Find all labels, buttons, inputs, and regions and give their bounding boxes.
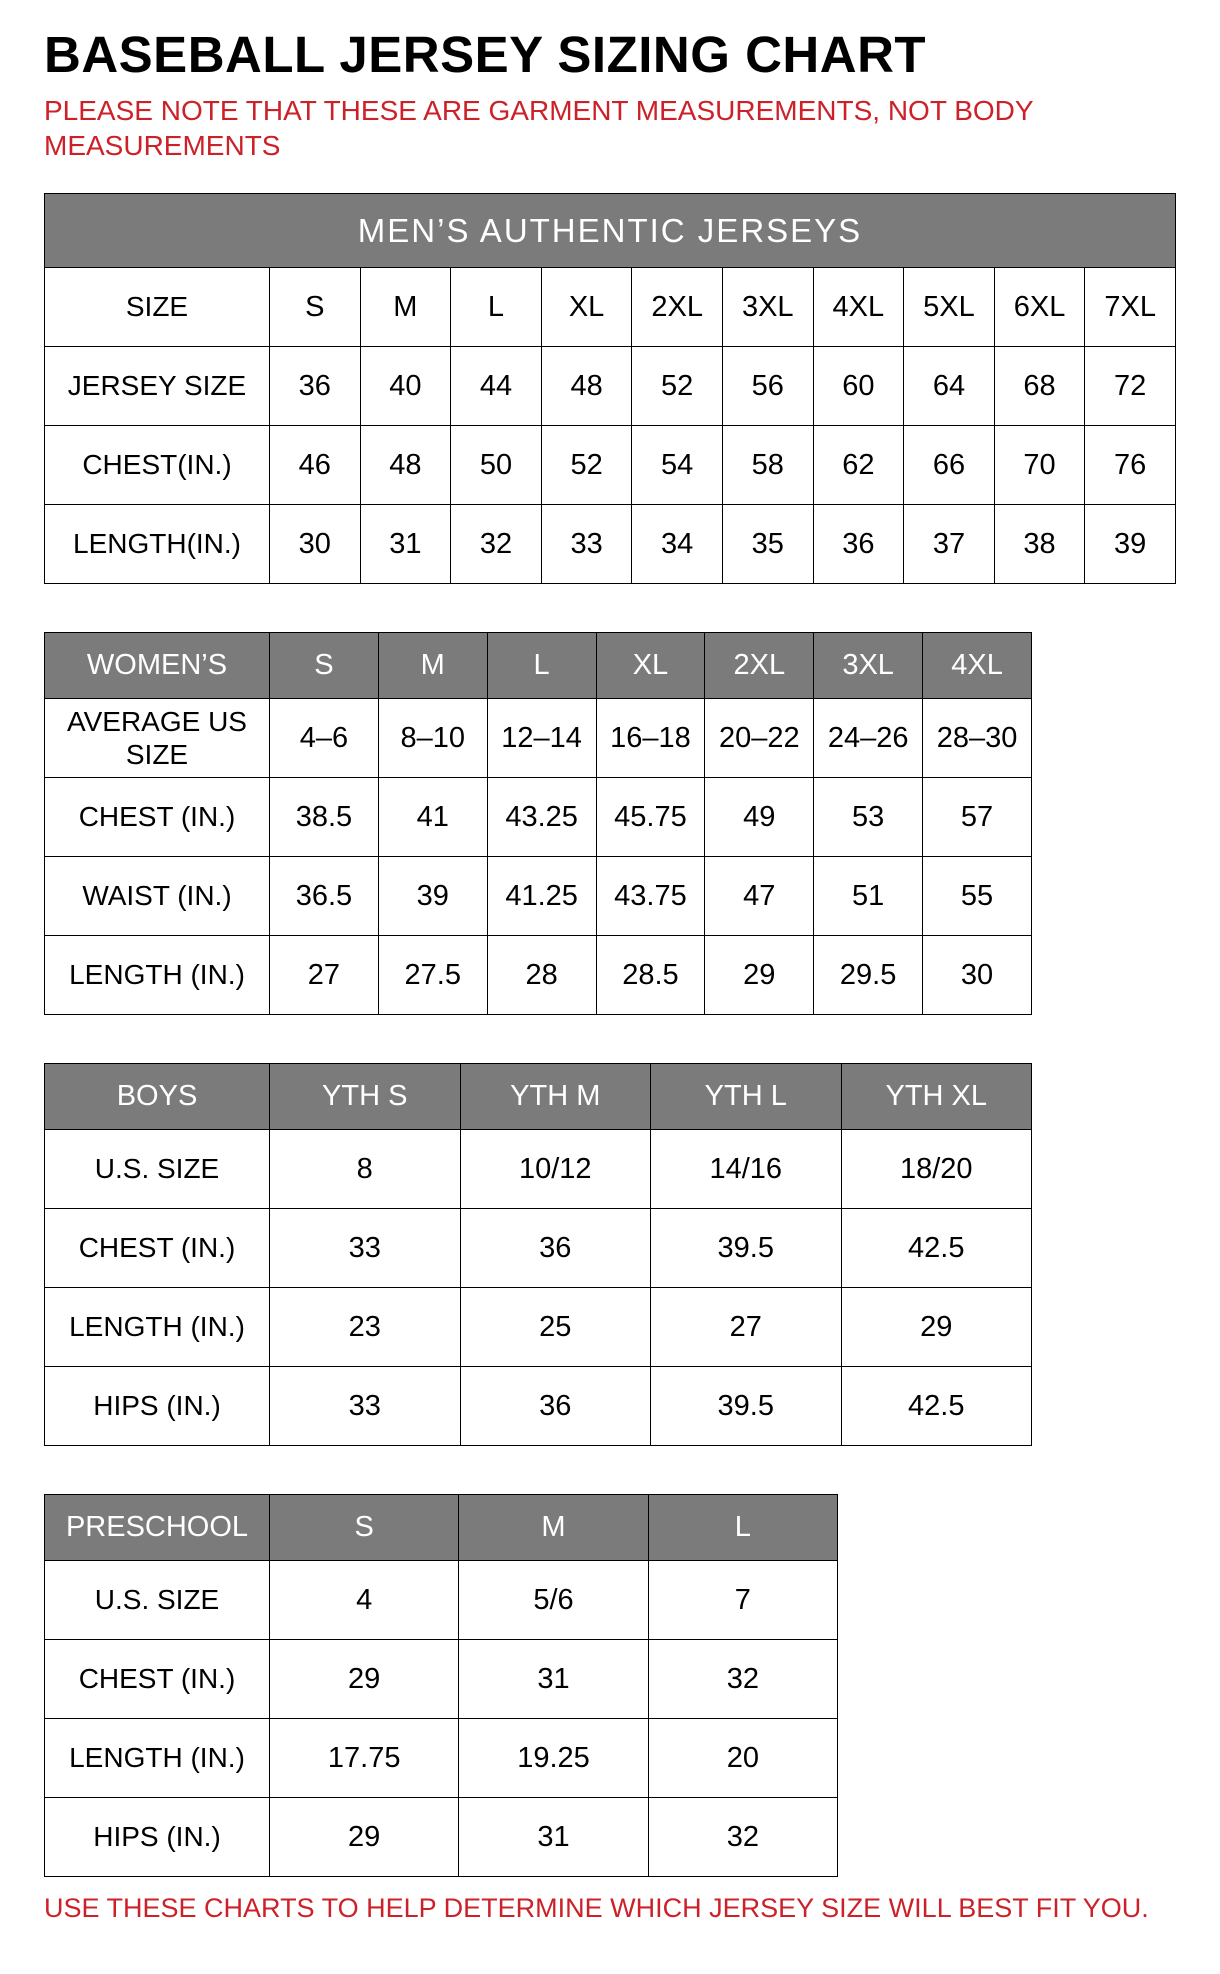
mens-table-row [45,347,1176,426]
garment-measurement-note: PLEASE NOTE THAT THESE ARE GARMENT MEASUREMENTS, NOT BODY MEASUREMENTS [44,95,1034,162]
mens-value-cell: 3XL [722,268,813,347]
page-title: BASEBALL JERSEY SIZING CHART [44,26,927,83]
boys-size-header: YTH XL [841,1064,1032,1130]
boys-size-header: YTH L [651,1064,842,1130]
womens-value-cell: 45.75 [596,778,705,857]
preschool-sizing-table [44,1494,838,1877]
mens-value-cell: S [270,268,361,347]
boys-value-cell: 42.5 [841,1209,1032,1288]
womens-size-header: 3XL [814,633,923,699]
boys-value-cell: 42.5 [841,1367,1032,1446]
mens-value-cell: 66 [904,426,995,505]
preschool-value-cell: 5/6 [459,1561,648,1640]
womens-value-cell: 28 [487,936,596,1015]
boys-value-cell: 39.5 [651,1209,842,1288]
mens-table-row [45,505,1176,584]
womens-table-row [45,857,1032,936]
mens-value-cell: 38 [994,505,1085,584]
womens-value-cell: 27 [270,936,379,1015]
mens-value-cell: 39 [1085,505,1176,584]
preschool-value-cell: 19.25 [459,1719,648,1798]
mens-value-cell: 50 [451,426,542,505]
boys-value-cell: 29 [841,1288,1032,1367]
boys-value-cell: 25 [460,1288,651,1367]
womens-row-label: LENGTH (IN.) [45,936,270,1015]
boys-table-row [45,1209,1032,1288]
boys-row-label: HIPS (IN.) [45,1367,270,1446]
preschool-row-label: LENGTH (IN.) [45,1719,270,1798]
womens-value-cell: 43.75 [596,857,705,936]
mens-value-cell: 37 [904,505,995,584]
boys-value-cell: 18/20 [841,1130,1032,1209]
preschool-value-cell: 31 [459,1640,648,1719]
womens-value-cell: 29 [705,936,814,1015]
mens-row-label: JERSEY SIZE [45,347,270,426]
mens-value-cell: 7XL [1085,268,1176,347]
womens-value-cell: 16–18 [596,699,705,778]
preschool-table-row [45,1719,838,1798]
mens-value-cell: 76 [1085,426,1176,505]
preschool-table-row [45,1561,838,1640]
mens-value-cell: 54 [632,426,723,505]
mens-value-cell: L [451,268,542,347]
preschool-table-row [45,1640,838,1719]
womens-size-header: M [378,633,487,699]
womens-value-cell: 51 [814,857,923,936]
mens-banner-title: MEN’S AUTHENTIC JERSEYS [45,194,1176,268]
womens-value-cell: 49 [705,778,814,857]
womens-value-cell: 39 [378,857,487,936]
mens-row-label: LENGTH(IN.) [45,505,270,584]
womens-value-cell: 28–30 [923,699,1032,778]
preschool-value-cell: 32 [648,1798,837,1877]
womens-table-row [45,778,1032,857]
womens-size-header: 2XL [705,633,814,699]
mens-value-cell: 70 [994,426,1085,505]
boys-value-cell: 33 [270,1209,461,1288]
mens-row-label: CHEST(IN.) [45,426,270,505]
preschool-value-cell: 32 [648,1640,837,1719]
womens-value-cell: 24–26 [814,699,923,778]
preschool-header-row [45,1495,838,1561]
boys-row-label: CHEST (IN.) [45,1209,270,1288]
preschool-value-cell: 29 [270,1798,459,1877]
preschool-value-cell: 20 [648,1719,837,1798]
preschool-header-label: PRESCHOOL [45,1495,270,1561]
womens-value-cell: 41.25 [487,857,596,936]
preschool-value-cell: 4 [270,1561,459,1640]
womens-value-cell: 41 [378,778,487,857]
boys-table-row [45,1130,1032,1209]
mens-row-label: SIZE [45,268,270,347]
mens-value-cell: 5XL [904,268,995,347]
womens-value-cell: 12–14 [487,699,596,778]
mens-value-cell: 32 [451,505,542,584]
womens-sizing-table [44,632,1032,1015]
boys-value-cell: 33 [270,1367,461,1446]
mens-value-cell: 4XL [813,268,904,347]
preschool-value-cell: 17.75 [270,1719,459,1798]
womens-size-header: L [487,633,596,699]
womens-size-header: S [270,633,379,699]
boys-value-cell: 23 [270,1288,461,1367]
preschool-row-label: CHEST (IN.) [45,1640,270,1719]
mens-value-cell: 52 [632,347,723,426]
boys-value-cell: 39.5 [651,1367,842,1446]
preschool-size-header: S [270,1495,459,1561]
mens-value-cell: 62 [813,426,904,505]
womens-value-cell: 57 [923,778,1032,857]
mens-value-cell: 31 [360,505,451,584]
mens-value-cell: 44 [451,347,542,426]
mens-value-cell: 46 [270,426,361,505]
womens-table-row [45,936,1032,1015]
mens-value-cell: 72 [1085,347,1176,426]
mens-value-cell: 36 [813,505,904,584]
mens-value-cell: XL [541,268,632,347]
boys-value-cell: 8 [270,1130,461,1209]
mens-authentic-jerseys-table [44,193,1176,584]
boys-value-cell: 36 [460,1209,651,1288]
womens-value-cell: 8–10 [378,699,487,778]
preschool-row-label: U.S. SIZE [45,1561,270,1640]
womens-header-label: WOMEN’S [45,633,270,699]
womens-value-cell: 20–22 [705,699,814,778]
womens-table-row [45,699,1032,778]
boys-value-cell: 36 [460,1367,651,1446]
mens-value-cell: 48 [360,426,451,505]
womens-value-cell: 43.25 [487,778,596,857]
preschool-size-header: L [648,1495,837,1561]
boys-row-label: LENGTH (IN.) [45,1288,270,1367]
mens-table-row [45,268,1176,347]
womens-header-row [45,633,1032,699]
boys-value-cell: 10/12 [460,1130,651,1209]
mens-value-cell: M [360,268,451,347]
mens-value-cell: 35 [722,505,813,584]
mens-value-cell: 60 [813,347,904,426]
womens-value-cell: 38.5 [270,778,379,857]
mens-value-cell: 58 [722,426,813,505]
preschool-value-cell: 29 [270,1640,459,1719]
womens-value-cell: 4–6 [270,699,379,778]
mens-value-cell: 40 [360,347,451,426]
womens-value-cell: 55 [923,857,1032,936]
boys-value-cell: 14/16 [651,1130,842,1209]
preschool-table-row [45,1798,838,1877]
footer-note: USE THESE CHARTS TO HELP DETERMINE WHICH JERSEY SIZE WILL BEST FIT YOU. [44,1893,1149,1924]
womens-row-label: AVERAGE US SIZE [45,699,270,778]
mens-value-cell: 36 [270,347,361,426]
womens-value-cell: 29.5 [814,936,923,1015]
boys-sizing-table [44,1063,1032,1446]
mens-value-cell: 68 [994,347,1085,426]
boys-value-cell: 27 [651,1288,842,1367]
boys-header-label: BOYS [45,1064,270,1130]
boys-size-header: YTH M [460,1064,651,1130]
mens-value-cell: 6XL [994,268,1085,347]
preschool-value-cell: 7 [648,1561,837,1640]
mens-value-cell: 34 [632,505,723,584]
mens-value-cell: 64 [904,347,995,426]
mens-table-row [45,426,1176,505]
mens-value-cell: 48 [541,347,632,426]
mens-value-cell: 56 [722,347,813,426]
womens-value-cell: 30 [923,936,1032,1015]
mens-value-cell: 33 [541,505,632,584]
womens-value-cell: 36.5 [270,857,379,936]
mens-value-cell: 30 [270,505,361,584]
boys-row-label: U.S. SIZE [45,1130,270,1209]
womens-row-label: CHEST (IN.) [45,778,270,857]
womens-value-cell: 53 [814,778,923,857]
preschool-row-label: HIPS (IN.) [45,1798,270,1877]
womens-size-header: XL [596,633,705,699]
womens-row-label: WAIST (IN.) [45,857,270,936]
boys-size-header: YTH S [270,1064,461,1130]
boys-table-row [45,1367,1032,1446]
womens-size-header: 4XL [923,633,1032,699]
mens-banner-row [45,194,1176,268]
mens-value-cell: 2XL [632,268,723,347]
preschool-value-cell: 31 [459,1798,648,1877]
boys-table-row [45,1288,1032,1367]
boys-header-row [45,1064,1032,1130]
womens-value-cell: 28.5 [596,936,705,1015]
womens-value-cell: 47 [705,857,814,936]
mens-value-cell: 52 [541,426,632,505]
preschool-size-header: M [459,1495,648,1561]
womens-value-cell: 27.5 [378,936,487,1015]
